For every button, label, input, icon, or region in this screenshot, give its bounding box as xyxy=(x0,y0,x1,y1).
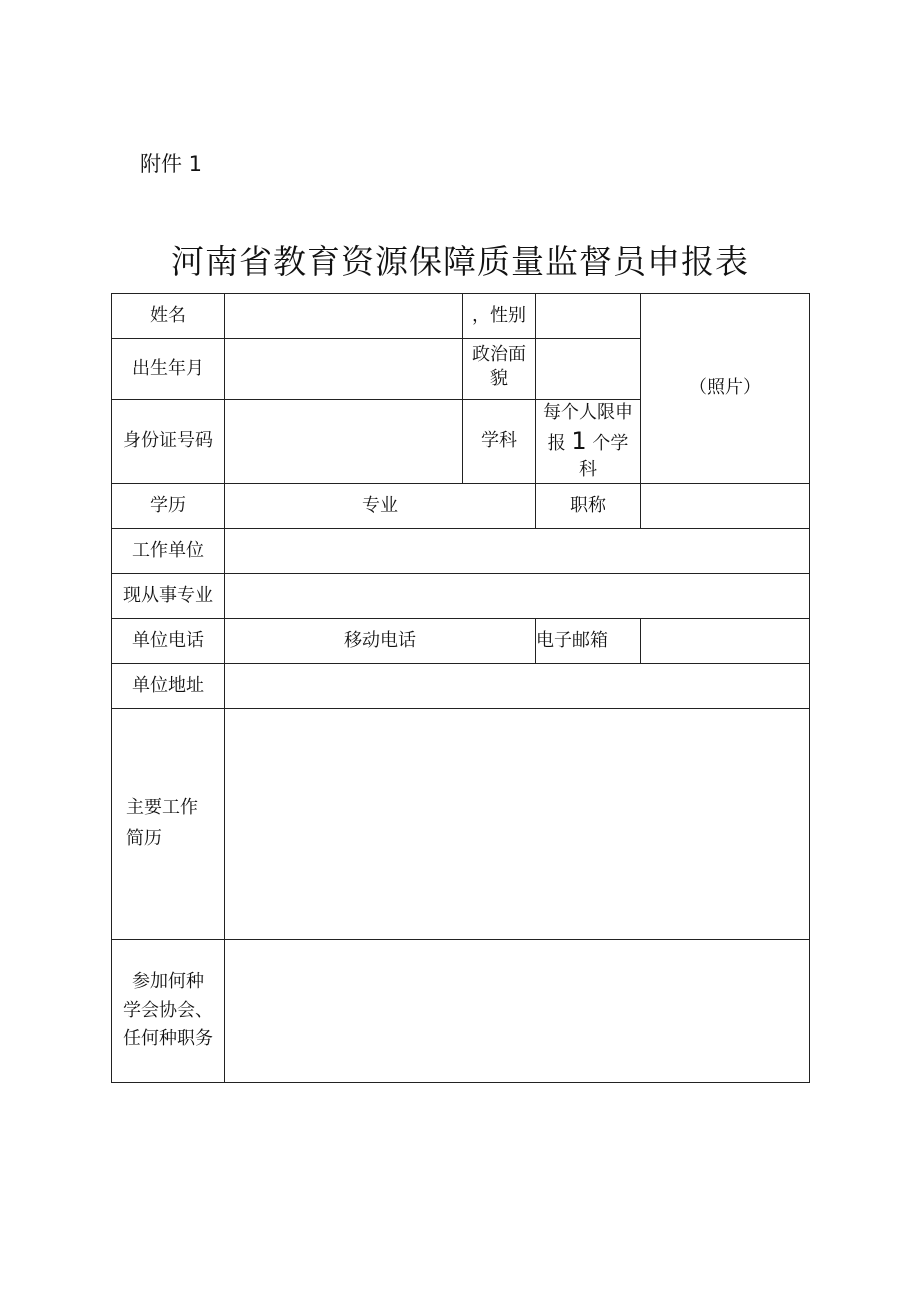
application-form-table xyxy=(111,293,810,1083)
email-label: 电子邮箱 xyxy=(536,619,641,664)
resume-label: 主要工作 简历 xyxy=(112,709,225,940)
professional-title-field[interactable] xyxy=(641,484,810,529)
gender-label: ，性别 xyxy=(463,294,536,339)
society-membership-label: 参加何种 学会协会、 任何种职务 xyxy=(112,940,225,1083)
subject-note xyxy=(536,400,641,484)
birth-field[interactable] xyxy=(225,339,463,400)
employer-field[interactable] xyxy=(225,529,810,574)
employer-label: 工作单位 xyxy=(112,529,225,574)
resume-field[interactable] xyxy=(225,709,810,940)
gender-field[interactable] xyxy=(536,294,641,339)
subject-note-line2-b: 个学 xyxy=(592,433,629,455)
name-field[interactable] xyxy=(225,294,463,339)
birth-label: 出生年月 xyxy=(112,339,225,400)
photo-label: （照片） xyxy=(689,377,761,399)
current-major-field[interactable] xyxy=(225,574,810,619)
id-number-label: 身份证号码 xyxy=(112,400,225,484)
id-number-field[interactable] xyxy=(225,400,463,484)
address-field[interactable] xyxy=(225,664,810,709)
subject-note-line1: 每个人限申 xyxy=(543,402,633,423)
subject-label: 学科 xyxy=(463,400,536,484)
society-membership-field[interactable] xyxy=(225,940,810,1083)
attachment-label: 附件 1 xyxy=(140,152,203,176)
major-label: 专业 xyxy=(225,484,536,529)
current-major-label: 现从事专业 xyxy=(112,574,225,619)
mobile-phone-label: 移动电话 xyxy=(225,619,536,664)
political-status-label: 政治面 貌 xyxy=(463,339,536,400)
political-status-field[interactable] xyxy=(536,339,641,400)
education-label: 学历 xyxy=(112,484,225,529)
photo-cell[interactable] xyxy=(641,294,810,484)
email-field[interactable] xyxy=(641,619,810,664)
address-label: 单位地址 xyxy=(112,664,225,709)
subject-note-line2-a: 报 xyxy=(547,433,566,455)
subject-note-line3: 科 xyxy=(579,458,597,480)
name-label: 姓名 xyxy=(112,294,225,339)
professional-title-label: 职称 xyxy=(536,484,641,529)
form-title: 河南省教育资源保障质量监督员申报表 xyxy=(171,242,749,281)
subject-note-number: 1 xyxy=(571,427,587,456)
office-phone-label: 单位电话 xyxy=(112,619,225,664)
